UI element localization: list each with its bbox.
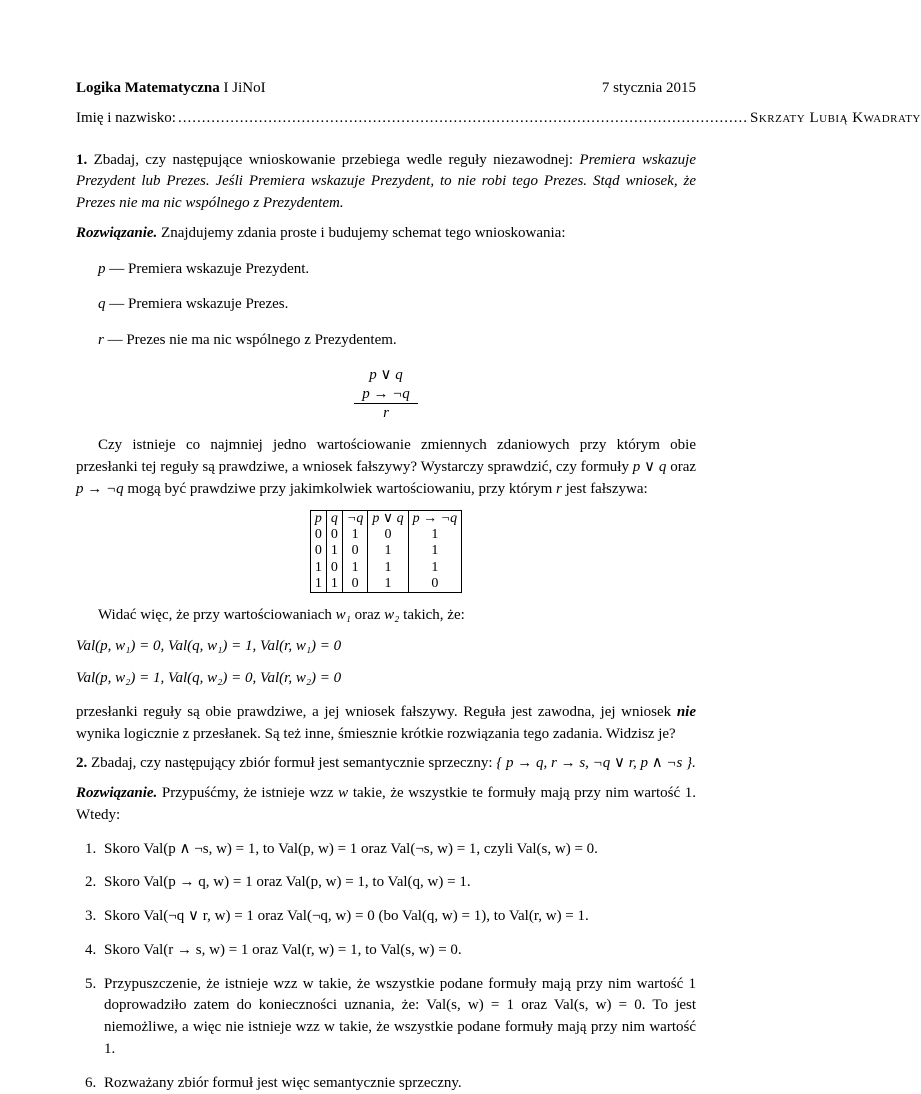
table-row	[310, 576, 461, 593]
table-cell: 1	[368, 543, 408, 559]
table-cell: 0	[408, 576, 461, 593]
valuation-w2: Val(p, w₂) = 1, Val(q, w₂) = 0, Val(r, w₂) = 0	[76, 670, 342, 687]
col-header: p	[310, 511, 326, 528]
table-cell: 1	[342, 527, 367, 543]
table-cell: 0	[310, 527, 326, 543]
header-row	[76, 78, 696, 100]
table-cell: 1	[368, 576, 408, 593]
table-cell: 1	[326, 543, 342, 559]
valuation-intro: Widać więc, że przy wartościowaniach w₁ oraz w₂ takich, że:	[98, 606, 465, 623]
task1-paragraph: Czy istnieje co najmniej jedno wartościowanie zmiennych zdaniowych przy którym obie przesłanki tej reguły są prawdziwe, a wniosek fałszywy? Wystarczy sprawdzić, czy formuły p ∨ q oraz p → ¬q mogą być prawdziwe przy jakimkolwiek wartościowaniu, przy którym r jest fałszywa:	[76, 437, 697, 497]
table-cell: 0	[326, 560, 342, 576]
task2-solution-intro: Rozwiązanie. Przypuśćmy, że istnieje wzz w takie, że wszystkie te formuły mają przy nim wartość 1. Wtedy:	[76, 785, 697, 823]
name-dots: ........................................................................................................................	[177, 109, 748, 126]
task1-solution-intro: Rozwiązanie. Znajdujemy zdania proste i budujemy schemat tego wnioskowania:	[76, 224, 566, 241]
col-header: ¬q	[342, 511, 367, 528]
inference-schema	[76, 366, 696, 423]
task1-prompt: 1. Zbadaj, czy następujące wnioskowanie przebiega wedle reguły niezawodnej: Premiera wskazuje Prezydent lub Prezes. Jeśli Premiera wskazuje Prezydent, to nie robi tego Prezes. Stąd wniosek, że Prezes nie ma nic wspólnego z Prezydentem.	[76, 151, 696, 211]
table-cell: 1	[408, 527, 461, 543]
table-cell: 1	[310, 560, 326, 576]
col-header: q	[326, 511, 342, 528]
name-line	[76, 108, 921, 130]
definition-q: q — Premiera wskazuje Prezes.	[98, 296, 289, 313]
table-cell: 1	[310, 576, 326, 593]
premise-1: p ∨ q	[369, 366, 403, 383]
name-label: Imię i nazwisko:	[76, 109, 176, 126]
list-item: 3. Skoro Val(¬q ∨ r, w) = 1 oraz Val(¬q, w) = 0 (bo Val(q, w) = 1), to Val(r, w) = 1.	[100, 906, 696, 928]
document-date: 7 stycznia 2015	[601, 80, 696, 96]
list-item: 5. Przypuszczenie, że istnieje wzz w takie, że wszystkie podane formuły mają przy nim wartość 1 doprowadziło zatem do konieczności uznania, że: Val(s, w) = 1 oraz Val(s, w) = 0. To jest niemożliwe, a więc nie istnieje wzz w takie, że wszystkie podane formuły mają przy nim wartość 1.	[100, 974, 696, 1061]
document-content	[76, 78, 921, 1094]
list-item: 4. Skoro Val(r → s, w) = 1 oraz Val(r, w) = 1, to Val(s, w) = 0.	[100, 940, 696, 962]
table-cell: 0	[342, 543, 367, 559]
table-cell: 0	[368, 527, 408, 543]
table-cell: 0	[310, 543, 326, 559]
table-cell: 0	[342, 576, 367, 593]
course-title: Logika Matematyczna I JiNoI	[76, 80, 266, 96]
table-cell: 1	[408, 560, 461, 576]
table-row	[310, 543, 461, 559]
col-header: p ∨ q	[368, 511, 408, 528]
conclusion: r	[383, 405, 389, 422]
list-item: 2. Skoro Val(p → q, w) = 1 oraz Val(p, w) = 1, to Val(q, w) = 1.	[100, 872, 696, 894]
truth-table	[310, 510, 462, 592]
task2-prompt: 2. Zbadaj, czy następujący zbiór formuł jest semantycznie sprzeczny: { p → q, r → s, ¬q ∨ r, p ∧ ¬s }.	[76, 755, 696, 772]
proof-steps	[76, 839, 696, 1094]
table-cell: 1	[326, 576, 342, 593]
table-row	[310, 527, 461, 543]
premise-2: p → ¬q	[354, 385, 418, 405]
col-header: p → ¬q	[408, 511, 461, 528]
task1-conclusion: przesłanki reguły są obie prawdziwe, a jej wniosek fałszywy. Reguła jest zawodna, jej wniosek nie wynika logicznie z przesłanek. Są też inne, śmiesznie krótkie rozwiązania tego zadania. Widzisz je?	[76, 703, 697, 742]
definition-p: p — Premiera wskazuje Prezydent.	[98, 260, 310, 277]
table-row	[310, 560, 461, 576]
definition-r: r — Prezes nie ma nic wspólnego z Prezydentem.	[98, 332, 397, 348]
list-item: 1. Skoro Val(p ∧ ¬s, w) = 1, to Val(p, w) = 1 oraz Val(¬s, w) = 1, czyli Val(s, w) = 0.	[100, 839, 696, 861]
table-cell: 1	[408, 543, 461, 559]
table-cell: 1	[368, 560, 408, 576]
table-cell: 1	[342, 560, 367, 576]
table-cell: 0	[326, 527, 342, 543]
list-item: 6. Rozważany zbiór formuł jest więc semantycznie sprzeczny.	[100, 1073, 696, 1094]
truth-table-header	[310, 511, 461, 528]
team-name: Skrzaty Lubią Kwadraty	[749, 109, 921, 126]
valuation-w1: Val(p, w₁) = 0, Val(q, w₁) = 1, Val(r, w₁) = 0	[76, 638, 342, 655]
